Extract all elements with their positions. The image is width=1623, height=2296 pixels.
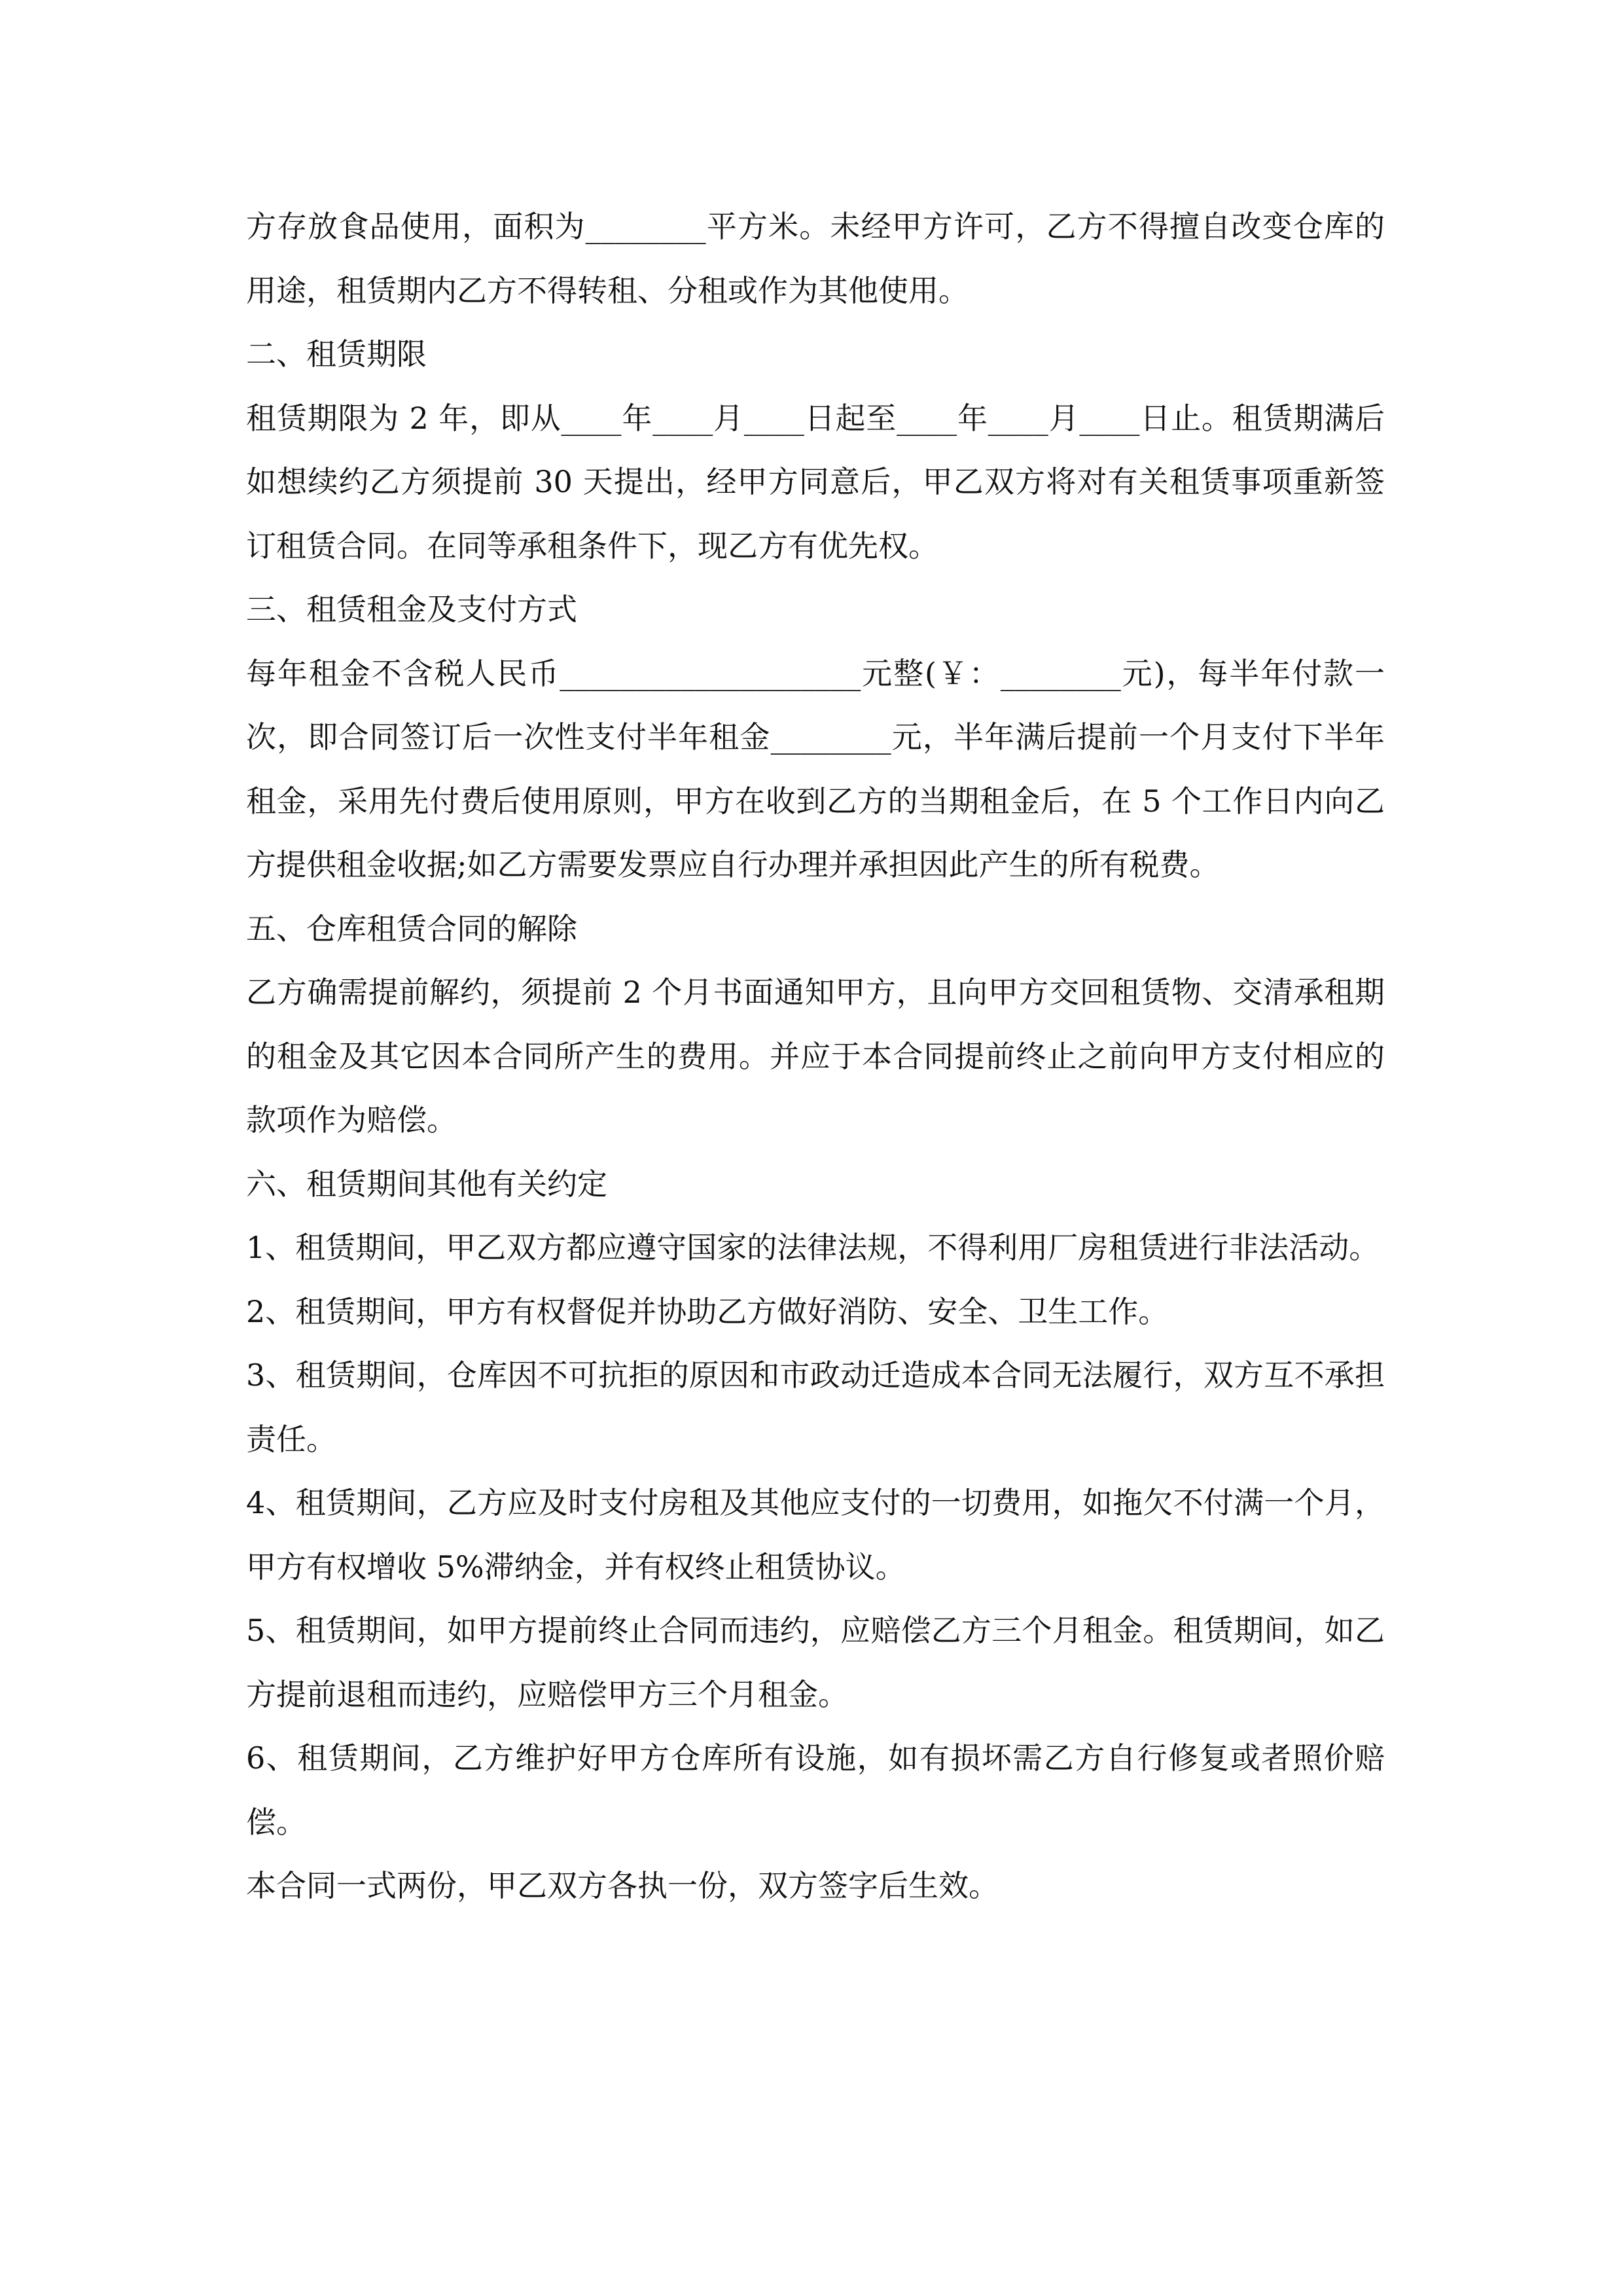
paragraph-termination: 乙方确需提前解约，须提前 2 个月书面通知甲方，且向甲方交回租赁物、交清承租期的租金及其它因本合同所产生的费用。并应于本合同提前终止之前向甲方支付相应的款项作为赔偿。 [246,975,1385,1138]
paragraph-closing: 本合同一式两份，甲乙双方各执一份，双方签字后生效。 [246,1868,999,1903]
clause-item-4: 4、租赁期间，乙方应及时支付房租及其他应支付的一切费用，如拖欠不付满一个月，甲方有权增收 5%滞纳金，并有权终止租赁协议。 [246,1485,1385,1585]
clause-item-5: 5、租赁期间，如甲方提前终止合同而违约，应赔偿乙方三个月租金。租赁期间，如乙方提前退租而违约，应赔偿甲方三个月租金。 [246,1613,1385,1712]
clause-item-6: 6、租赁期间，乙方维护好甲方仓库所有设施，如有损坏需乙方自行修复或者照价赔偿。 [246,1740,1385,1840]
document-body [246,195,1385,1918]
paragraph-usage-clause: 方存放食品使用，面积为________平方米。未经甲方许可，乙方不得擅自改变仓库的用途，租赁期内乙方不得转租、分租或作为其他使用。 [246,209,1385,308]
clause-item-3: 3、租赁期间，仓库因不可抗拒的原因和市政动迁造成本合同无法履行，双方互不承担责任。 [246,1357,1385,1457]
section-heading-lease-term: 二、租赁期限 [246,336,427,372]
paragraph-rent-payment: 每年租金不含税人民币____________________元整(￥：________元)，每半年付款一次，即合同签订后一次性支付半年租金________元，半年满后提前一个月支付下半年租金，采用先付费后使用原则，甲方在收到乙方的当期租金后，在 5 个工作日内向乙方提供租金收据;如乙方需要发票应自行办理并承担因此产生的所有税费。 [246,655,1385,882]
clause-item-1: 1、租赁期间，甲乙双方都应遵守国家的法律法规，不得利用厂房租赁进行非法活动。 [246,1230,1380,1265]
paragraph-lease-term: 租赁期限为 2 年，即从____年____月____日起至____年____月____日止。租赁期满后如想续约乙方须提前 30 天提出，经甲方同意后，甲乙双方将对有关租赁事项重新签订租赁合同。在同等承租条件下，现乙方有优先权。 [246,400,1385,564]
section-heading-rent-payment: 三、租赁租金及支付方式 [246,592,577,627]
section-heading-other-terms: 六、租赁期间其他有关约定 [246,1166,607,1202]
clause-item-2: 2、租赁期间，甲方有权督促并协助乙方做好消防、安全、卫生工作。 [246,1293,1169,1329]
section-heading-termination: 五、仓库租赁合同的解除 [246,910,577,946]
